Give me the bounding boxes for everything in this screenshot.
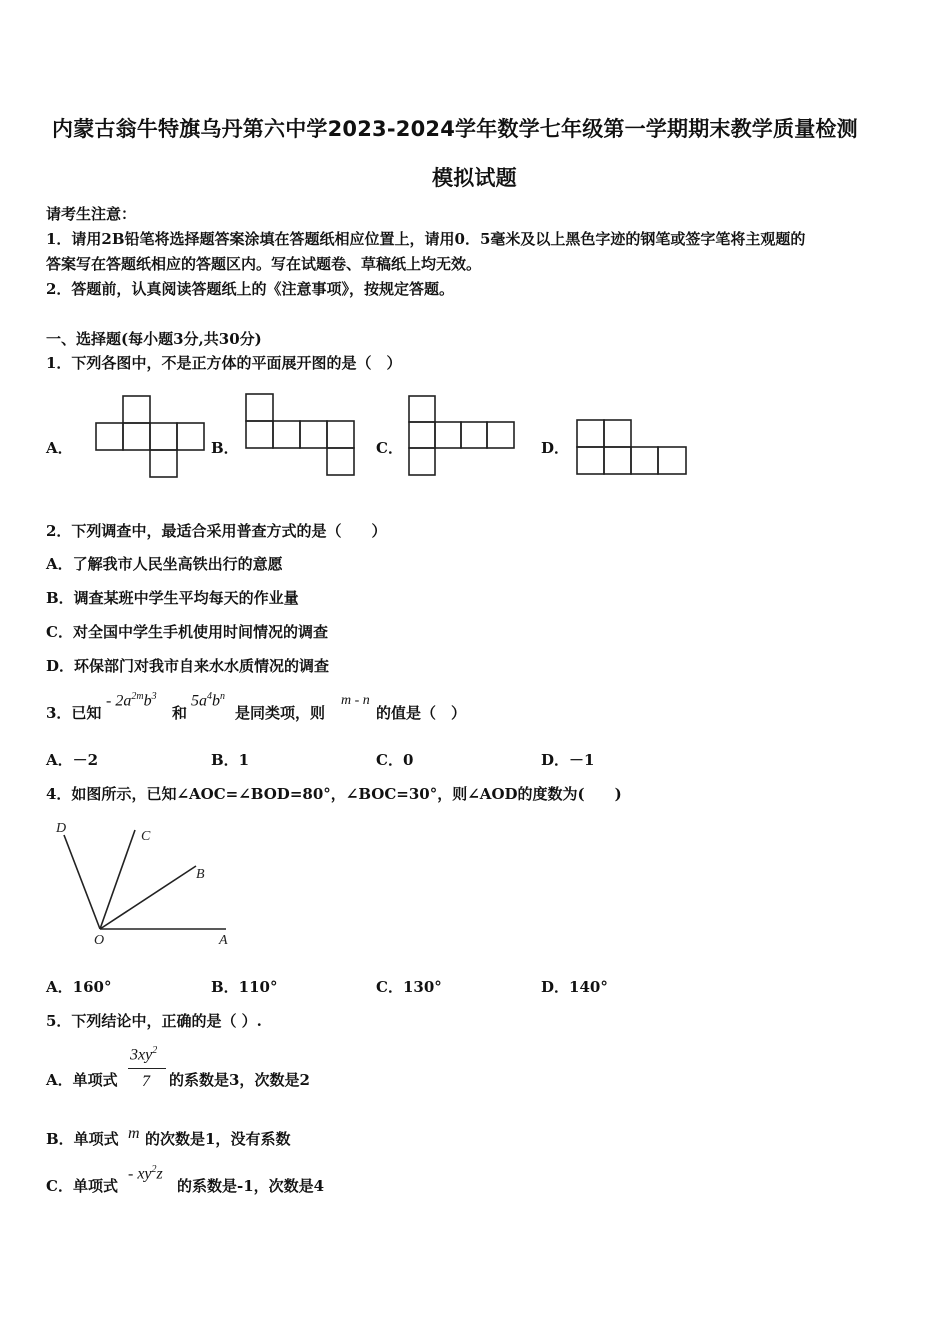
q1-option-d: D． (541, 439, 570, 457)
q5-option-b-suffix: 的次数是1，没有系数 (145, 1130, 291, 1148)
q2-option-d: D．环保部门对我市自来水水质情况的调查 (46, 657, 330, 675)
q1-option-a: A． (46, 439, 73, 457)
q4-option-b: B．110° (211, 978, 278, 996)
q3-expr-1-bsup: 3 (151, 691, 157, 702)
q3-expr-2-sup: 4 (207, 691, 212, 702)
label-b: B (196, 867, 205, 882)
q3-mid-2: 是同类项，则 (235, 704, 326, 722)
notice-line-1: 1．请用2B铅笔将选择题答案涂填在答题纸相应位置上，请用0．5毫米及以上黑色字迹的钢笔或签字笔将主观题的 (46, 230, 806, 248)
q3-option-c: C．0 (376, 751, 414, 769)
q3-mid: 和 (172, 704, 188, 722)
q3-suffix: 的值是（ ） (376, 704, 467, 722)
q5-option-c-z: z (156, 1165, 163, 1183)
q4-option-d: D．140° (541, 978, 608, 996)
q4-option-c: C．130° (376, 978, 442, 996)
q1-stem: 1．下列各图中，不是正方体的平面展开图的是（ ） (46, 354, 402, 372)
q3-expr-2-coef: 5a (191, 692, 207, 710)
q5-numerator-text: 3xy (130, 1046, 153, 1064)
q5-option-a-prefix: A．单项式 (46, 1071, 118, 1089)
notice-line-2: 答案写在答题纸相应的答题区内。写在试题卷、草稿纸上均无效。 (46, 255, 482, 273)
page-title: 内蒙古翁牛特旗乌丹第六中学2023-2024学年数学七年级第一学期期末教学质量检测 (52, 117, 858, 141)
q5-option-c-expr (128, 1164, 163, 1183)
q5-option-c-coef: - xy (128, 1165, 152, 1183)
label-o: O (94, 933, 105, 948)
q5-option-b-prefix: B．单项式 (46, 1130, 119, 1148)
q1-option-b: B． (211, 439, 239, 457)
q3-expr-1-b: b (143, 692, 152, 710)
q2-option-c: C．对全国中学生手机使用时间情况的调查 (46, 623, 328, 641)
q5-option-c-suffix: 的系数是-1，次数是4 (177, 1177, 325, 1195)
notice-line-3: 2．答题前，认真阅读答题纸上的《注意事项》，按规定答题。 (46, 280, 454, 298)
q3-option-d: D．－1 (541, 751, 595, 769)
notice-heading: 请考生注意： (46, 205, 137, 223)
q5-option-b-var: m (128, 1125, 140, 1142)
q3-expr-1-coef: - 2a (106, 692, 132, 710)
label-c: C (141, 829, 151, 844)
ray-od (64, 835, 100, 929)
q3-option-a: A．－2 (46, 751, 99, 769)
q3-expr-2-b: b (212, 692, 220, 710)
q5-option-c-sup: 2 (151, 1164, 157, 1175)
fraction-bar (128, 1068, 166, 1069)
q3-expr-2-bsup: n (220, 691, 225, 702)
label-d: D (56, 821, 67, 836)
q5-option-a-denominator: 7 (142, 1073, 150, 1090)
q2-stem: 2．下列调查中，最适合采用普查方式的是（ ） (46, 522, 387, 540)
q2-option-a: A．了解我市人民坐高铁出行的意愿 (46, 555, 283, 573)
q5-option-a-suffix: 的系数是3，次数是2 (169, 1071, 310, 1089)
q4-option-a: A．160° (46, 978, 112, 996)
page-subtitle: 模拟试题 (432, 166, 517, 190)
section-heading: 一、选择题(每小题3分,共30分) (46, 330, 262, 348)
ray-ob (100, 866, 196, 929)
q1-option-c: C． (376, 439, 403, 457)
q3-expr-1-sup: 2m (131, 691, 144, 702)
ray-oc (100, 830, 135, 929)
q5-numerator-sup: 2 (152, 1045, 158, 1056)
q5-option-c-prefix: C．单项式 (46, 1177, 118, 1195)
q4-stem: 4．如图所示，已知∠AOC=∠BOD=80°，∠BOC=30°，则∠AOD的度数为( ) (46, 785, 622, 803)
label-a: A (219, 933, 228, 948)
q3-expr-3: m - n (341, 693, 370, 708)
q5-option-a-numerator (130, 1045, 157, 1064)
q2-option-b: B．调查某班中学生平均每天的作业量 (46, 589, 299, 607)
q3-option-b: B．1 (211, 751, 250, 769)
q5-stem: 5．下列结论中，正确的是（ ）. (46, 1012, 262, 1030)
q3-prefix: 3．已知 (46, 704, 102, 722)
